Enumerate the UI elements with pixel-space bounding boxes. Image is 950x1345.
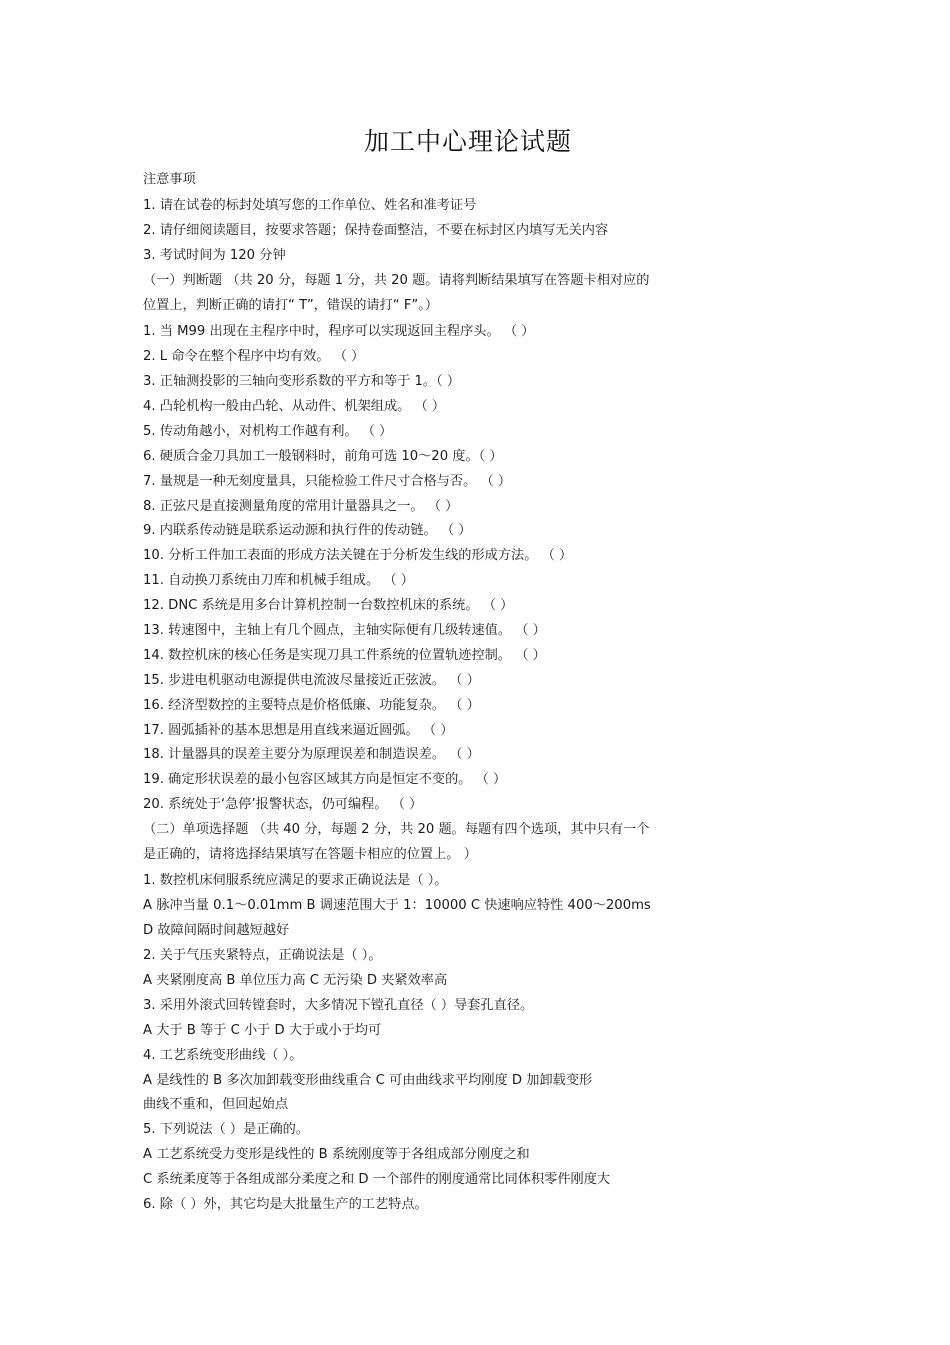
choice-question: 4. 工艺系统变形曲线（ ）。 bbox=[143, 1047, 303, 1063]
judgement-question: 8. 正弦尺是直接测量角度的常用计量器具之一。 （ ） bbox=[143, 498, 459, 514]
judgement-question: 3. 正轴测投影的三轴向变形系数的平方和等于 1。（ ） bbox=[143, 374, 461, 390]
document-body bbox=[143, 168, 748, 1218]
notice-item: 3. 考试时间为 120 分钟 bbox=[143, 248, 286, 264]
section-choice-header-cont: 是正确的，请将选择结果填写在答题卡相应的位置上。 ） bbox=[143, 847, 477, 863]
judgement-question: 9. 内联系传动链是联系运动源和执行件的传动链。 （ ） bbox=[143, 523, 472, 539]
choice-options: A 是线性的 B 多次加卸载变形曲线重合 C 可由曲线求平均刚度 D 加卸载变形 bbox=[143, 1072, 593, 1088]
choice-question: 5. 下列说法（ ）是正确的。 bbox=[143, 1122, 310, 1138]
judgement-question: 7. 量规是一种无刻度量具，只能检验工件尺寸合格与否。 （ ） bbox=[143, 473, 512, 489]
choice-question: 6. 除（ ）外，其它均是大批量生产的工艺特点。 bbox=[143, 1197, 428, 1213]
choice-options: A 脉冲当量 0.1～0.01mm B 调速范围大于 1：10000 C 快速响应特性 400～200ms bbox=[143, 898, 651, 914]
choice-options: 曲线不重和，但回起始点 bbox=[143, 1097, 289, 1113]
choice-options: A 夹紧刚度高 B 单位压力高 C 无污染 D 夹紧效率高 bbox=[143, 973, 448, 988]
choice-options: D 故障间隔时间越短越好 bbox=[143, 923, 290, 939]
section-judgement-header-cont: 位置上，判断正确的请打“ T”，错误的请打“ F”。） bbox=[143, 297, 439, 313]
judgement-question: 6. 硬质合金刀具加工一般钢料时，前角可选 10～20 度。（ ） bbox=[143, 448, 503, 464]
judgement-question: 2. L 命令在整个程序中均有效。 （ ） bbox=[143, 349, 365, 365]
notice-item: 1. 请在试卷的标封处填写您的工作单位、姓名和准考证号 bbox=[143, 198, 477, 214]
judgement-question: 18. 计量器具的误差主要分为原理误差和制造误差。 （ ） bbox=[143, 747, 480, 763]
choice-question: 1. 数控机床伺服系统应满足的要求正确说法是（ ）。 bbox=[143, 873, 448, 889]
judgement-question: 10. 分析工件加工表面的形成方法关键在于分析发生线的形成方法。 （ ） bbox=[143, 548, 573, 564]
judgement-question: 15. 步进电机驱动电源提供电流波尽量接近正弦波。 （ ） bbox=[143, 672, 480, 688]
judgement-question: 14. 数控机床的核心任务是实现刀具工件系统的位置轨迹控制。 （ ） bbox=[143, 647, 546, 663]
judgement-question: 20. 系统处于‘急停’报警状态，仍可编程。 （ ） bbox=[143, 797, 423, 813]
judgement-question: 11. 自动换刀系统由刀库和机械手组成。 （ ） bbox=[143, 573, 414, 589]
choice-options: A 大于 B 等于 C 小于 D 大于或小于均可 bbox=[143, 1022, 382, 1038]
choice-options: A 工艺系统受力变形是线性的 B 系统刚度等于各组成部分刚度之和 bbox=[143, 1147, 530, 1163]
section-judgement-header: （一）判断题 （共 20 分，每题 1 分，共 20 题。请将判断结果填写在答题卡相对应的 bbox=[143, 273, 650, 289]
judgement-question: 1. 当 M99 出现在主程序中时，程序可以实现返回主程序头。 （ ） bbox=[143, 324, 535, 340]
judgement-question: 16. 经济型数控的主要特点是价格低廉、功能复杂。 （ ） bbox=[143, 697, 480, 713]
document-title: 加工中心理论试题 bbox=[363, 127, 572, 156]
notice-heading: 注意事项 bbox=[143, 172, 196, 187]
choice-question: 3. 采用外滚式回转镗套时，大多情况下镗孔直径（ ）导套孔直径。 bbox=[143, 997, 534, 1013]
section-choice-header: （二）单项选择题 （共 40 分，每题 2 分，共 20 题。每题有四个选项，其中只有一个 bbox=[143, 822, 650, 838]
notice-item: 2. 请仔细阅读题目，按要求答题；保持卷面整洁，不要在标封区内填写无关内容 bbox=[143, 223, 609, 239]
choice-options: C 系统柔度等于各组成部分柔度之和 D 一个部件的刚度通常比同体积零件刚度大 bbox=[143, 1172, 611, 1188]
judgement-question: 12. DNC 系统是用多台计算机控制一台数控机床的系统。 （ ） bbox=[143, 598, 514, 614]
judgement-question: 5. 传动角越小，对机构工作越有利。 （ ） bbox=[143, 423, 393, 439]
judgement-question: 19. 确定形状误差的最小包容区域其方向是恒定不变的。 （ ） bbox=[143, 772, 507, 788]
judgement-question: 17. 圆弧插补的基本思想是用直线来逼近圆弧。 （ ） bbox=[143, 722, 454, 738]
judgement-question: 13. 转速图中，主轴上有几个圆点，主轴实际便有几级转速值。 （ ） bbox=[143, 623, 546, 639]
judgement-question: 4. 凸轮机构一般由凸轮、从动件、机架组成。 （ ） bbox=[143, 399, 446, 415]
choice-question: 2. 关于气压夹紧特点，正确说法是（ ）。 bbox=[143, 948, 382, 964]
